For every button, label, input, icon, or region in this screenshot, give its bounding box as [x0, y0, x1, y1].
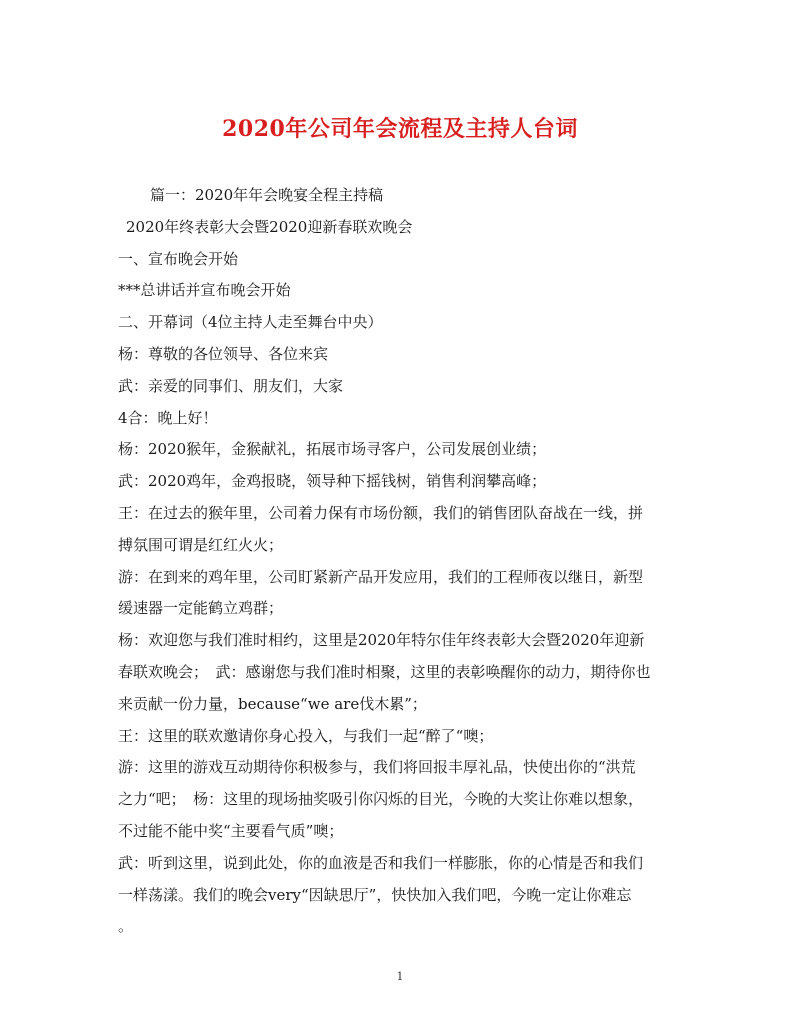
paragraph-line: 武：亲爱的同事们、朋友们，大家	[118, 376, 344, 395]
paragraph-line: 。	[118, 917, 134, 936]
section-heading: 篇一：2020年年会晚宴全程主持稿	[150, 186, 384, 204]
paragraph-line: 杨：欢迎您与我们准时相约，这里是2020年特尔佳年终表彰大会暨2020年迎新	[118, 631, 645, 650]
paragraph-line: 杨：尊敬的各位领导、各位来宾	[118, 344, 329, 363]
paragraph-line: 一样荡漾。我们的晚会very“因缺思厅”，快快加入我们吧，今晚一定让你难忘	[118, 885, 632, 904]
paragraph-line: 之力“吧； 杨：这里的现场抽奖吸引你闪烁的目光，今晚的大奖让你难以想象，	[118, 790, 644, 809]
paragraph-line: 一、宣布晚会开始	[118, 249, 239, 268]
paragraph-line: 二、开幕词（4位主持人走至舞台中央）	[118, 313, 383, 332]
document-body	[118, 180, 684, 943]
paragraph-line: 杨：2020猴年，金猴献礼，拓展市场寻客户，公司发展创业绩；	[118, 440, 547, 459]
paragraph-line: 游：这里的游戏互动期待你积极参与，我们将回报丰厚礼品，快使出你的“洪荒	[118, 758, 636, 777]
event-name: 2020年终表彰大会暨2020迎新春联欢晚会	[126, 217, 413, 236]
paragraph-line: 王：这里的联欢邀请你身心投入，与我们一起“醉了“噢；	[118, 726, 494, 745]
paragraph-line: 缓速器一定能鹤立鸡群；	[118, 599, 284, 618]
paragraph-line: 游：在到来的鸡年里，公司盯紧新产品开发应用，我们的工程师夜以继日，新型	[118, 567, 644, 586]
paragraph-line: ***总讲话并宣布晚会开始	[118, 281, 291, 300]
paragraph-line: 搏氛围可谓是红红火火；	[118, 535, 284, 554]
paragraph-line: 春联欢晚会； 武：感谢您与我们准时相聚，这里的表彰唤醒你的动力，期待你也	[118, 662, 651, 681]
page-number: 1	[396, 970, 404, 983]
paragraph-line: 来贡献一份力量，because“we are伐木累”；	[118, 694, 427, 713]
paragraph-line: 王：在过去的猴年里，公司着力保有市场份额，我们的销售团队奋战在一线，拼	[118, 503, 644, 522]
paragraph-line: 武：2020鸡年，金鸡报晓，领导种下摇钱树，销售利润攀高峰；	[118, 472, 547, 491]
paragraph-line: 不过能不能中奖“主要看气质”噢；	[118, 821, 344, 840]
document-title: 2020年公司年会流程及主持人台词	[222, 116, 578, 142]
paragraph-line: 4合：晚上好！	[118, 408, 218, 427]
paragraph-line: 武：听到这里，说到此处，你的血液是否和我们一样膨胀，你的心情是否和我们	[118, 853, 644, 872]
